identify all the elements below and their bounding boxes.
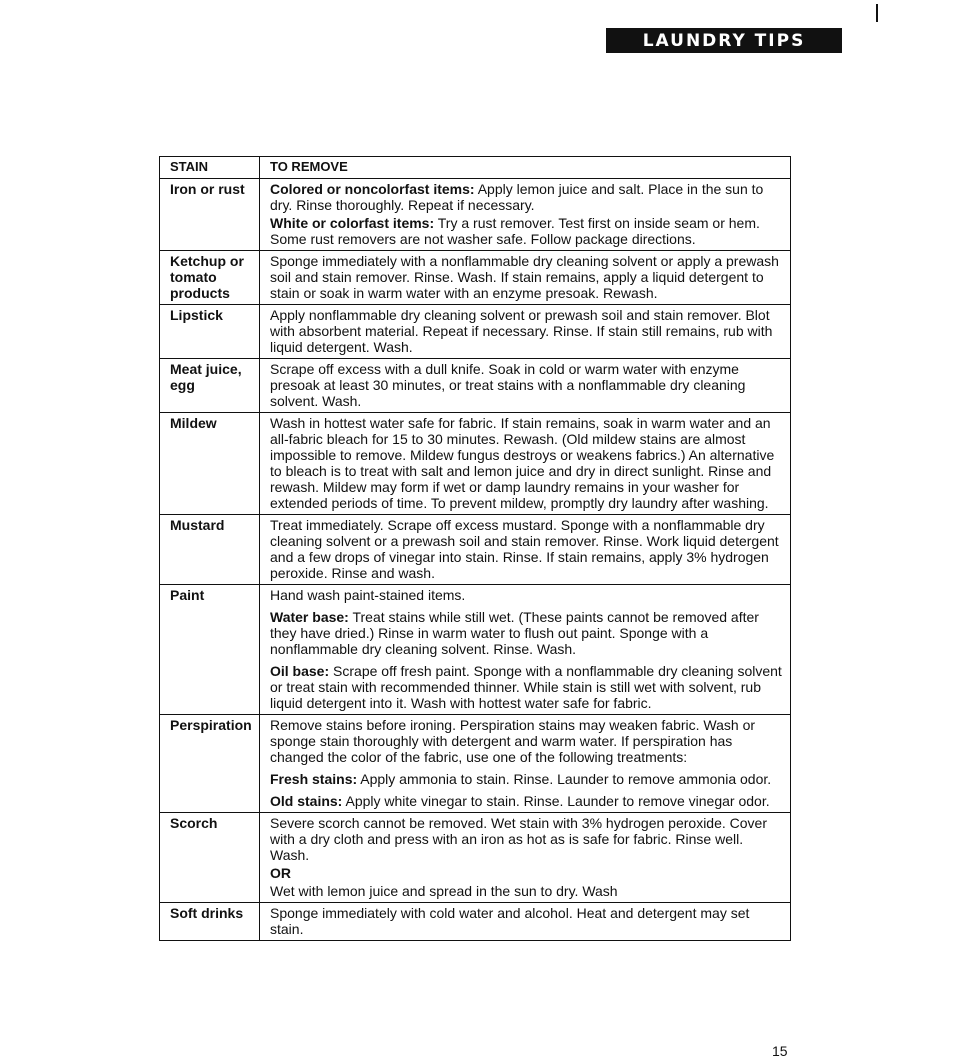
instruction-text: Apply nonflammable dry cleaning solvent or prewash soil and stain remover. Blot with absorbent material. Repeat if necessary. Rinse. If stain still remains, rub with liquid detergent. Wash. bbox=[270, 307, 773, 355]
table-row bbox=[160, 251, 791, 305]
table-row bbox=[160, 585, 791, 715]
removal-instructions-cell bbox=[260, 413, 791, 515]
instruction-text: Remove stains before ironing. Perspiration stains may weaken fabric. Wash or sponge stain thoroughly with detergent and warm water. If perspiration has changed the color of the fabric, use one of the following treatments: bbox=[270, 717, 756, 765]
instruction-paragraph bbox=[270, 609, 784, 657]
removal-instructions-cell bbox=[260, 585, 791, 715]
column-header-stain: STAIN bbox=[160, 157, 260, 179]
removal-instructions-cell bbox=[260, 251, 791, 305]
instruction-paragraph bbox=[270, 883, 784, 899]
removal-instructions-cell bbox=[260, 903, 791, 941]
table-row bbox=[160, 903, 791, 941]
instruction-text: Apply white vinegar to stain. Rinse. Launder to remove vinegar odor. bbox=[342, 793, 770, 809]
column-header-to-remove: TO REMOVE bbox=[260, 157, 791, 179]
stain-name-cell: Scorch bbox=[160, 813, 260, 903]
table-row bbox=[160, 715, 791, 813]
table-body bbox=[160, 179, 791, 941]
instruction-text: Sponge immediately with a nonflammable dry cleaning solvent or apply a prewash soil and stain remover. Rinse. Wash. If stain remains, apply a liquid detergent to stain or soak in warm water with an enzyme presoak. Rewash. bbox=[270, 253, 779, 301]
instruction-text: Hand wash paint-stained items. bbox=[270, 587, 466, 603]
instruction-text: Sponge immediately with cold water and alcohol. Heat and detergent may set stain. bbox=[270, 905, 750, 937]
table-row bbox=[160, 813, 791, 903]
stain-name-cell: Mustard bbox=[160, 515, 260, 585]
table-row bbox=[160, 515, 791, 585]
removal-instructions-cell bbox=[260, 359, 791, 413]
stain-name-cell: Iron or rust bbox=[160, 179, 260, 251]
instruction-paragraph bbox=[270, 587, 784, 603]
instruction-label: Water base: bbox=[270, 609, 349, 625]
instruction-paragraph bbox=[270, 415, 784, 511]
instruction-paragraph bbox=[270, 717, 784, 765]
stain-name-cell: Ketchup or tomato products bbox=[160, 251, 260, 305]
stain-name-cell: Paint bbox=[160, 585, 260, 715]
instruction-text: Wet with lemon juice and spread in the sun to dry. Wash bbox=[270, 883, 618, 899]
instruction-paragraph bbox=[270, 815, 784, 863]
instruction-text: Apply ammonia to stain. Rinse. Launder to remove ammonia odor. bbox=[357, 771, 772, 787]
instruction-paragraph bbox=[270, 771, 784, 787]
table-row bbox=[160, 359, 791, 413]
instruction-paragraph bbox=[270, 793, 784, 809]
instruction-text: Wash in hottest water safe for fabric. If stain remains, soak in warm water and an all-fabric bleach for 15 to 30 minutes. Rewash. (Old mildew stains are almost impossible to remove. Mildew fungus destroys or weakens fabrics.) An alternative to bleach is to treat with salt and lemon juice and dry in direct sunlight. Rinse and rewash. Mildew may form if wet or damp laundry remains in your washer for extended periods of time. To prevent mildew, promptly dry laundry after washing. bbox=[270, 415, 775, 511]
stain-name-cell: Soft drinks bbox=[160, 903, 260, 941]
stain-name-cell: Mildew bbox=[160, 413, 260, 515]
removal-instructions-cell bbox=[260, 715, 791, 813]
table-row bbox=[160, 305, 791, 359]
instruction-text: Try a rust remover. Test first on inside seam or hem. Some rust removers are not washer safe. Follow package directions. bbox=[270, 215, 760, 247]
instruction-paragraph bbox=[270, 517, 784, 581]
instruction-paragraph bbox=[270, 215, 784, 247]
instruction-label: OR bbox=[270, 865, 291, 881]
instruction-paragraph bbox=[270, 361, 784, 409]
removal-instructions-cell bbox=[260, 179, 791, 251]
instruction-paragraph bbox=[270, 905, 784, 937]
instruction-text: Treat stains while still wet. (These paints cannot be removed after they have dried.) Rinse in warm water to flush out paint. Sponge with a nonflammable dry cleaning solvent. Rinse. Wash. bbox=[270, 609, 759, 657]
margin-mark bbox=[876, 4, 878, 22]
instruction-label: Fresh stains: bbox=[270, 771, 358, 787]
stain-name-cell: Lipstick bbox=[160, 305, 260, 359]
instruction-text: Apply lemon juice and salt. Place in the sun to dry. Rinse thoroughly. Repeat if necessary. bbox=[270, 181, 764, 213]
page-header-title: LAUNDRY TIPS bbox=[606, 28, 842, 53]
instruction-label: Colored or noncolorfast items: bbox=[270, 181, 475, 197]
table-row bbox=[160, 179, 791, 251]
instruction-paragraph bbox=[270, 663, 784, 711]
instruction-label: Oil base: bbox=[270, 663, 330, 679]
instruction-text: Severe scorch cannot be removed. Wet stain with 3% hydrogen peroxide. Cover with a dry cloth and press with an iron as hot as is safe for fabric. Rinse well. Wash. bbox=[270, 815, 767, 863]
instruction-paragraph bbox=[270, 307, 784, 355]
instruction-paragraph bbox=[270, 181, 784, 213]
removal-instructions-cell bbox=[260, 305, 791, 359]
instruction-paragraph bbox=[270, 253, 784, 301]
table-row bbox=[160, 413, 791, 515]
stain-removal-table bbox=[159, 156, 791, 941]
instruction-label: Old stains: bbox=[270, 793, 343, 809]
stain-name-cell: Meat juice, egg bbox=[160, 359, 260, 413]
instruction-text: Scrape off excess with a dull knife. Soak in cold or warm water with enzyme presoak at least 30 minutes, or treat stains with a nonflammable dry cleaning solvent. Wash. bbox=[270, 361, 746, 409]
instruction-text: Treat immediately. Scrape off excess mustard. Sponge with a nonflammable dry cleaning solvent or a prewash soil and stain remover. Rinse. Work liquid detergent and a few drops of vinegar into stain. Rinse. If stain remains, apply 3% hydrogen peroxide. Rinse and wash. bbox=[270, 517, 779, 581]
instruction-label: White or colorfast items: bbox=[270, 215, 435, 231]
stain-name-cell: Perspiration bbox=[160, 715, 260, 813]
page-number: 15 bbox=[772, 1043, 788, 1059]
removal-instructions-cell bbox=[260, 813, 791, 903]
instruction-paragraph bbox=[270, 865, 784, 881]
table-header-row bbox=[160, 157, 791, 179]
removal-instructions-cell bbox=[260, 515, 791, 585]
instruction-text: Scrape off fresh paint. Sponge with a nonflammable dry cleaning solvent or treat stain with recommended thinner. While stain is still wet with solvent, rub liquid detergent into it. Wash with hottest water safe for fabric. bbox=[270, 663, 782, 711]
